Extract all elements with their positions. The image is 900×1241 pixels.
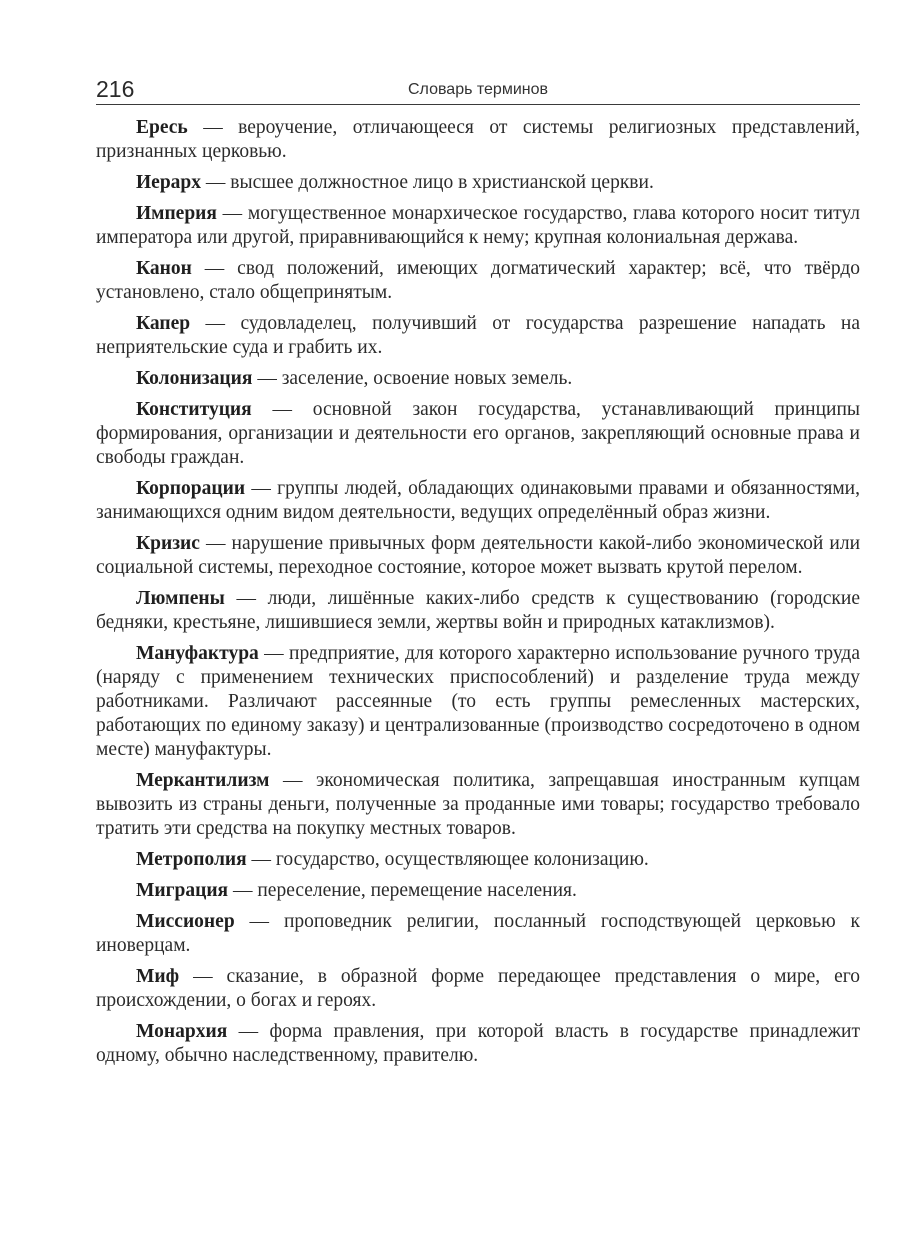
glossary-entry: [96, 848, 860, 872]
glossary-entry: [96, 171, 860, 195]
entry-definition: — могущественное монархическое государство, глава которого носит титул императора или другой, приравнивающийся к нему; крупная колониальная держава.: [96, 203, 860, 248]
glossary-entry: [96, 312, 860, 360]
entry-term: Капер: [136, 313, 191, 334]
entry-definition: — форма правления, при которой власть в государстве принадлежит одному, обычно наследственному, правителю.: [96, 1021, 860, 1066]
entry-definition: — нарушение привычных форм деятельности какой-либо экономической или социальной системы, переходное состояние, которое может вызвать крутой перелом.: [96, 533, 860, 578]
entry-definition: — государство, осуществляющее колонизацию.: [246, 849, 649, 870]
entry-term: Колонизация: [136, 368, 253, 389]
entry-term: Конституция: [136, 399, 252, 420]
glossary-entries: [96, 116, 860, 1075]
glossary-entry: [96, 642, 860, 762]
entry-term: Люмпены: [136, 588, 225, 609]
entry-term: Корпорации: [136, 478, 246, 499]
entry-term: Метрополия: [136, 849, 247, 870]
entry-definition: — свод положений, имеющих догматический характер; всё, что твёрдо установлено, стало общепринятым.: [96, 258, 860, 303]
entry-definition: — предприятие, для которого характерно использование ручного труда (наряду с применением технических приспособлений) и разделение труда между работниками. Различают рассеянные (то есть группы ремесленных мастерских, работающих по единому заказу) и централизованные (производство сосредоточено в одном месте) мануфактуры.: [96, 643, 860, 760]
entry-definition: — вероучение, отличающееся от системы религиозных представлений, признанных церковью.: [96, 117, 860, 162]
glossary-entry: [96, 879, 860, 903]
entry-term: Миссионер: [136, 911, 235, 932]
entry-term: Меркантилизм: [136, 770, 270, 791]
glossary-entry: [96, 477, 860, 525]
glossary-entry: [96, 965, 860, 1013]
entry-definition: — проповедник религии, посланный господствующей церковью к иноверцам.: [96, 911, 860, 956]
entry-term: Миф: [136, 966, 180, 987]
entry-definition: — судовладелец, получивший от государства разрешение нападать на неприятельские суда и грабить их.: [96, 313, 860, 358]
glossary-entry: [96, 910, 860, 958]
entry-term: Миграция: [136, 880, 229, 901]
entry-term: Монархия: [136, 1021, 228, 1042]
glossary-entry: [96, 1020, 860, 1068]
entry-definition: — заселение, освоение новых земель.: [252, 368, 573, 389]
section-title: Словарь терминов: [408, 81, 548, 98]
entry-term: Канон: [136, 258, 192, 279]
glossary-entry: [96, 367, 860, 391]
glossary-entry: [96, 532, 860, 580]
glossary-entry: [96, 398, 860, 470]
glossary-entry: [96, 257, 860, 305]
glossary-entry: [96, 587, 860, 635]
entry-definition: — люди, лишённые каких-либо средств к существованию (городские бедняки, крестьяне, лишившиеся земли, жертвы войн и природных катаклизмов).: [96, 588, 860, 633]
glossary-entry: [96, 202, 860, 250]
entry-term: Империя: [136, 203, 217, 224]
entry-definition: — основной закон государства, устанавливающий принципы формирования, организации и деятельности его органов, закрепляющий основные права и свободы граждан.: [96, 399, 860, 468]
entry-term: Кризис: [136, 533, 200, 554]
entry-term: Ересь: [136, 117, 188, 138]
entry-definition: — сказание, в образной форме передающее представления о мире, его происхождении, о богах и героях.: [96, 966, 860, 1011]
glossary-entry: [96, 116, 860, 164]
entry-definition: — переселение, перемещение населения.: [228, 880, 577, 901]
entry-definition: — высшее должностное лицо в христианской церкви.: [201, 172, 654, 193]
entry-definition: — экономическая политика, запрещавшая иностранным купцам вывозить из страны деньги, полученные за проданные ими товары; государство требовало тратить эти средства на покупку местных товаров.: [96, 770, 860, 839]
page-number: 216: [96, 76, 135, 102]
glossary-entry: [96, 769, 860, 841]
entry-term: Мануфактура: [136, 643, 259, 664]
entry-definition: — группы людей, обладающих одинаковыми правами и обязанностями, занимающихся одним видом деятельности, ведущих определённый образ жизни.: [96, 478, 860, 523]
entry-term: Иерарх: [136, 172, 202, 193]
running-header: [96, 74, 860, 105]
